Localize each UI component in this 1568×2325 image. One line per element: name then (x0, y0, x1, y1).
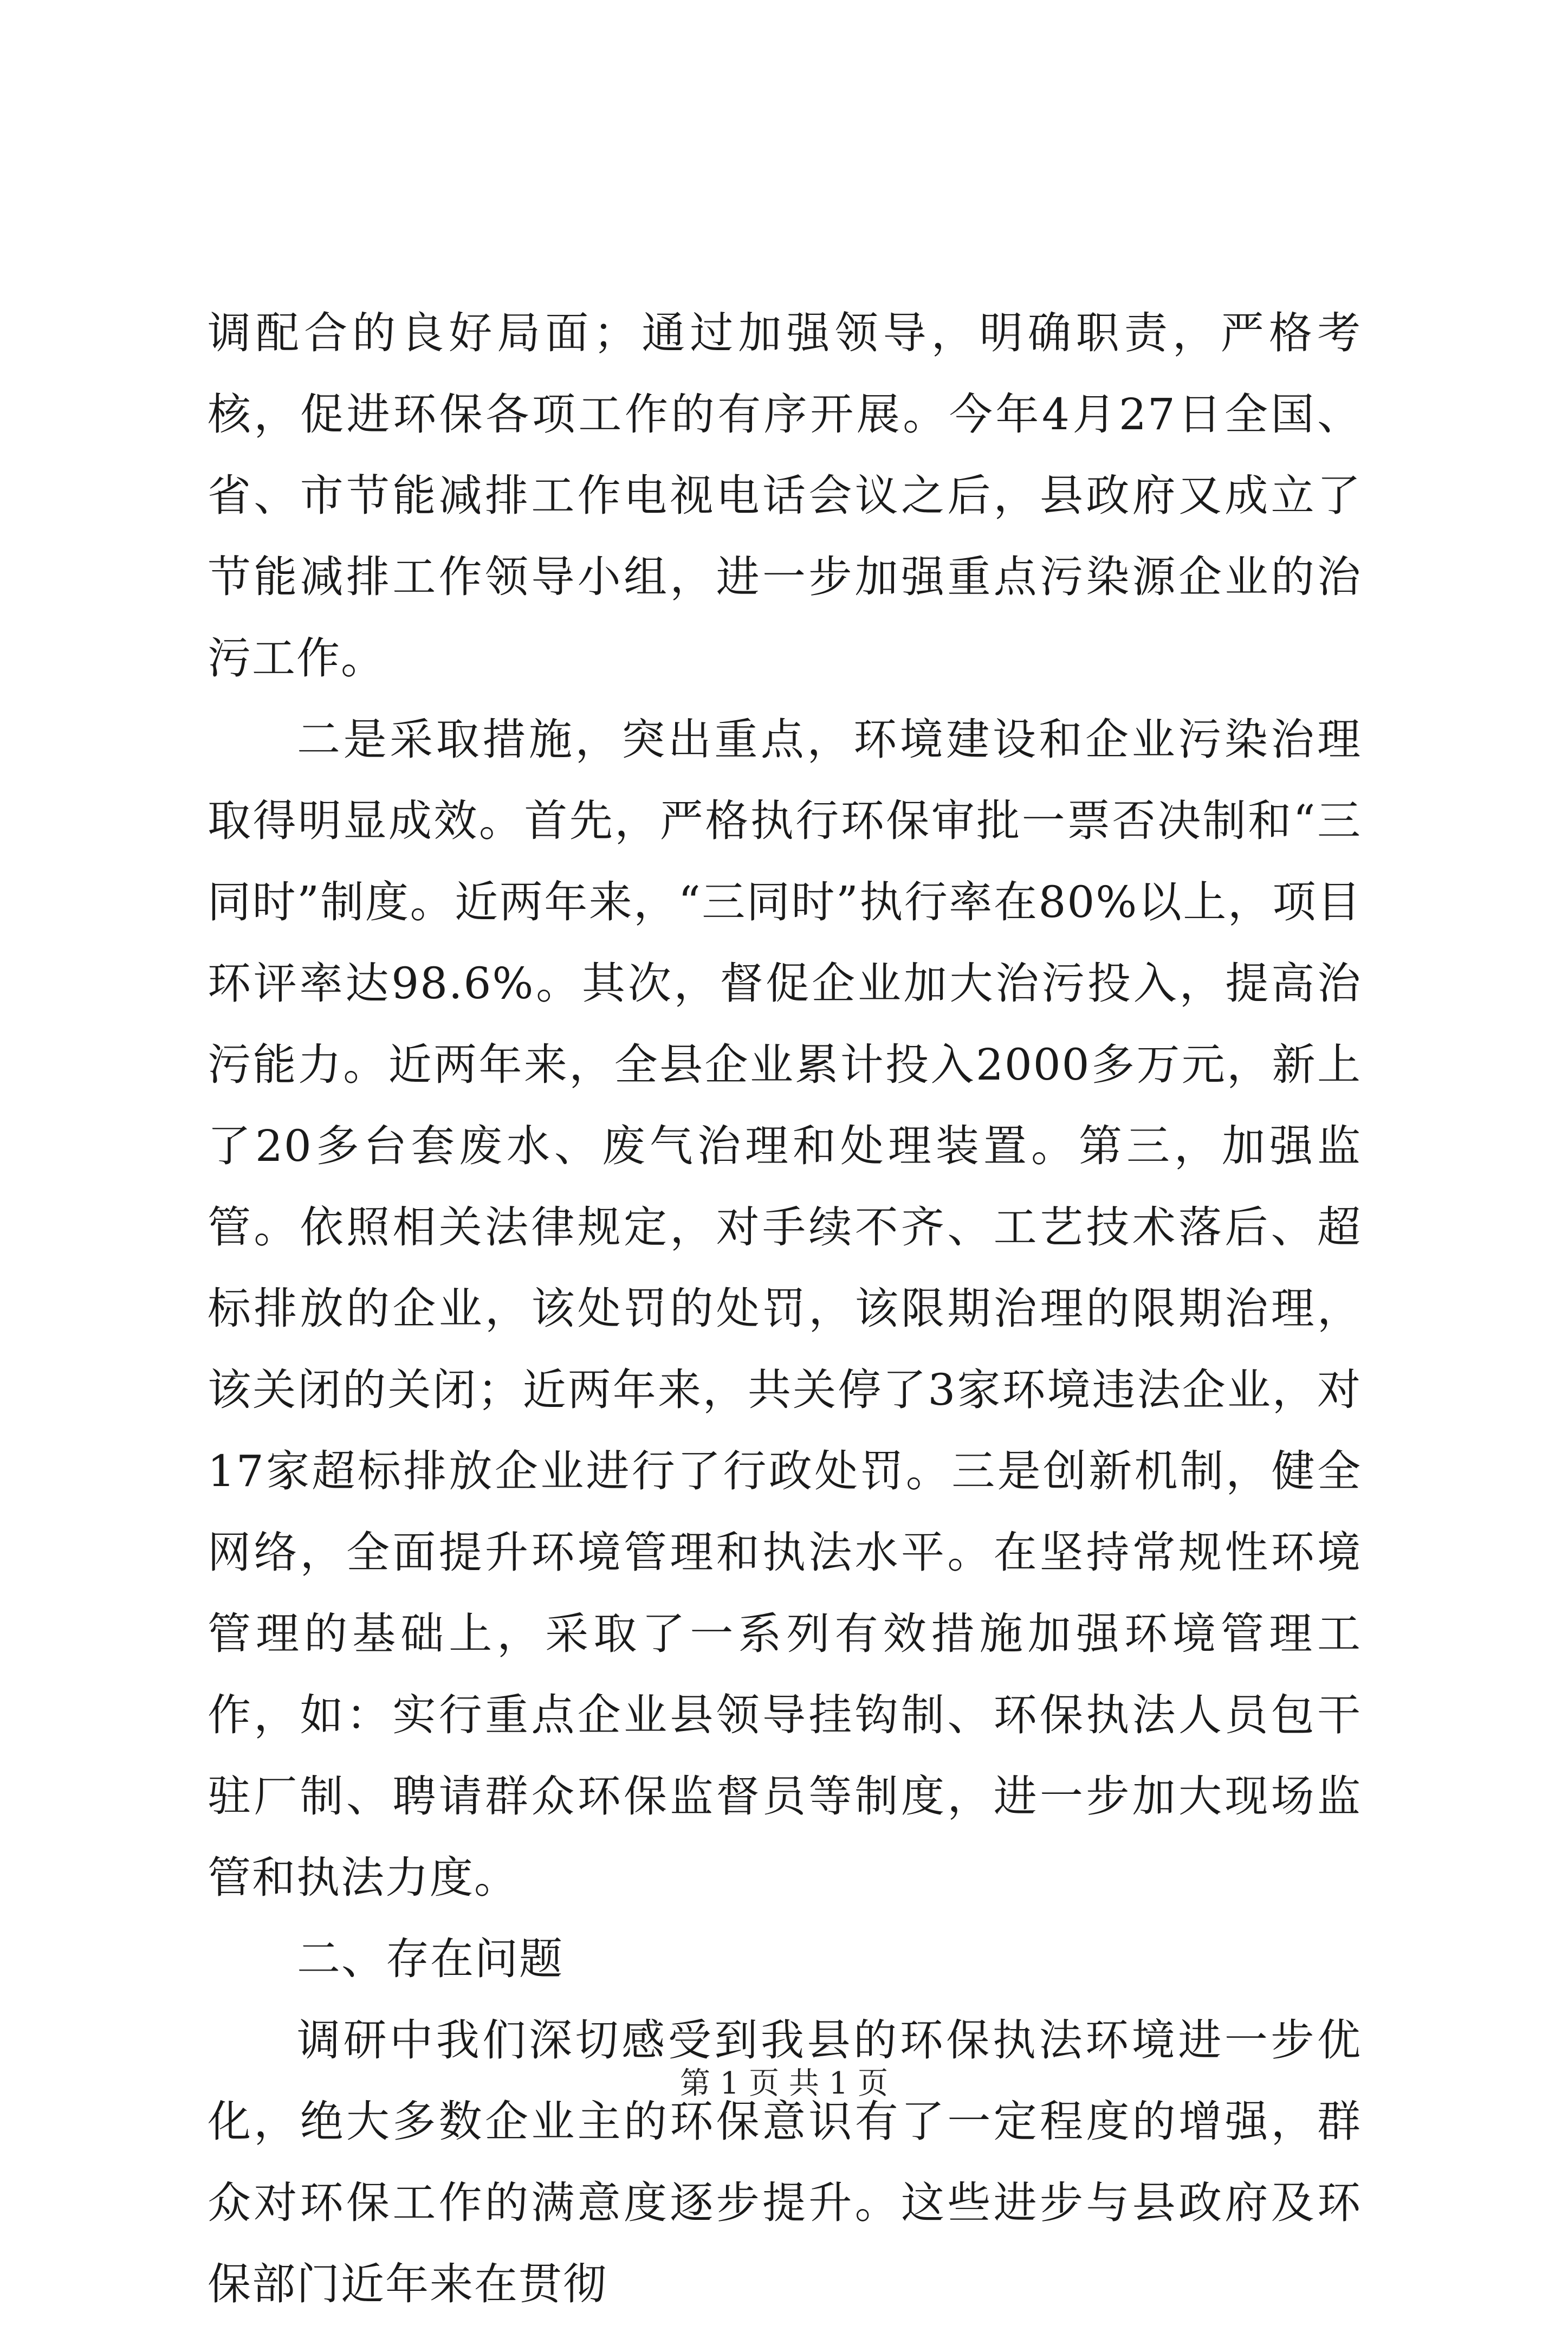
page-number: 第 1 页 共 1 页 (679, 2066, 889, 2101)
document-body (208, 293, 1362, 2325)
paragraph-continuation: 调配合的良好局面；通过加强领导，明确职责，严格考核，促进环保各项工作的有序开展。今年4月27日全国、省、市节能减排工作电视电话会议之后，县政府又成立了节能减排工作领导小组，进一步加强重点污染源企业的治污工作。 (208, 308, 1362, 683)
paragraph-research: 调研中我们深切感受到我县的环保执法环境进一步优化，绝大多数企业主的环保意识有了一定程度的增强，群众对环保工作的满意度逐步提升。这些进步与县政府及环保部门近年来在贯彻 (208, 2015, 1362, 2309)
paragraph-measures: 二是采取措施，突出重点，环境建设和企业污染治理取得明显成效。首先，严格执行环保审批一票否决制和“三同时”制度。近两年来，“三同时”执行率在80%以上，项目环评率达98.6%。其次，督促企业加大治污投入，提高治污能力。近两年来，全县企业累计投入2000多万元，新上了20多台套废水、废气治理和处理装置。第三，加强监管。依照相关法律规定，对手续不齐、工艺技术落后、超标排放的企业，该处罚的处罚，该限期治理的限期治理，该关闭的关闭；近两年来，共关停了3家环境违法企业，对17家超标排放企业进行了行政处罚。三是创新机制，健全网络，全面提升环境管理和执法水平。在坚持常规性环境管理的基础上，采取了一系列有效措施加强环境管理工作，如：实行重点企业县领导挂钩制、环保执法人员包干驻厂制、聘请群众环保监督员等制度，进一步加大现场监管和执法力度。 (208, 714, 1362, 1903)
section-heading-problems: 二、存在问题 (297, 1934, 563, 1984)
page-footer (0, 2065, 1568, 2103)
